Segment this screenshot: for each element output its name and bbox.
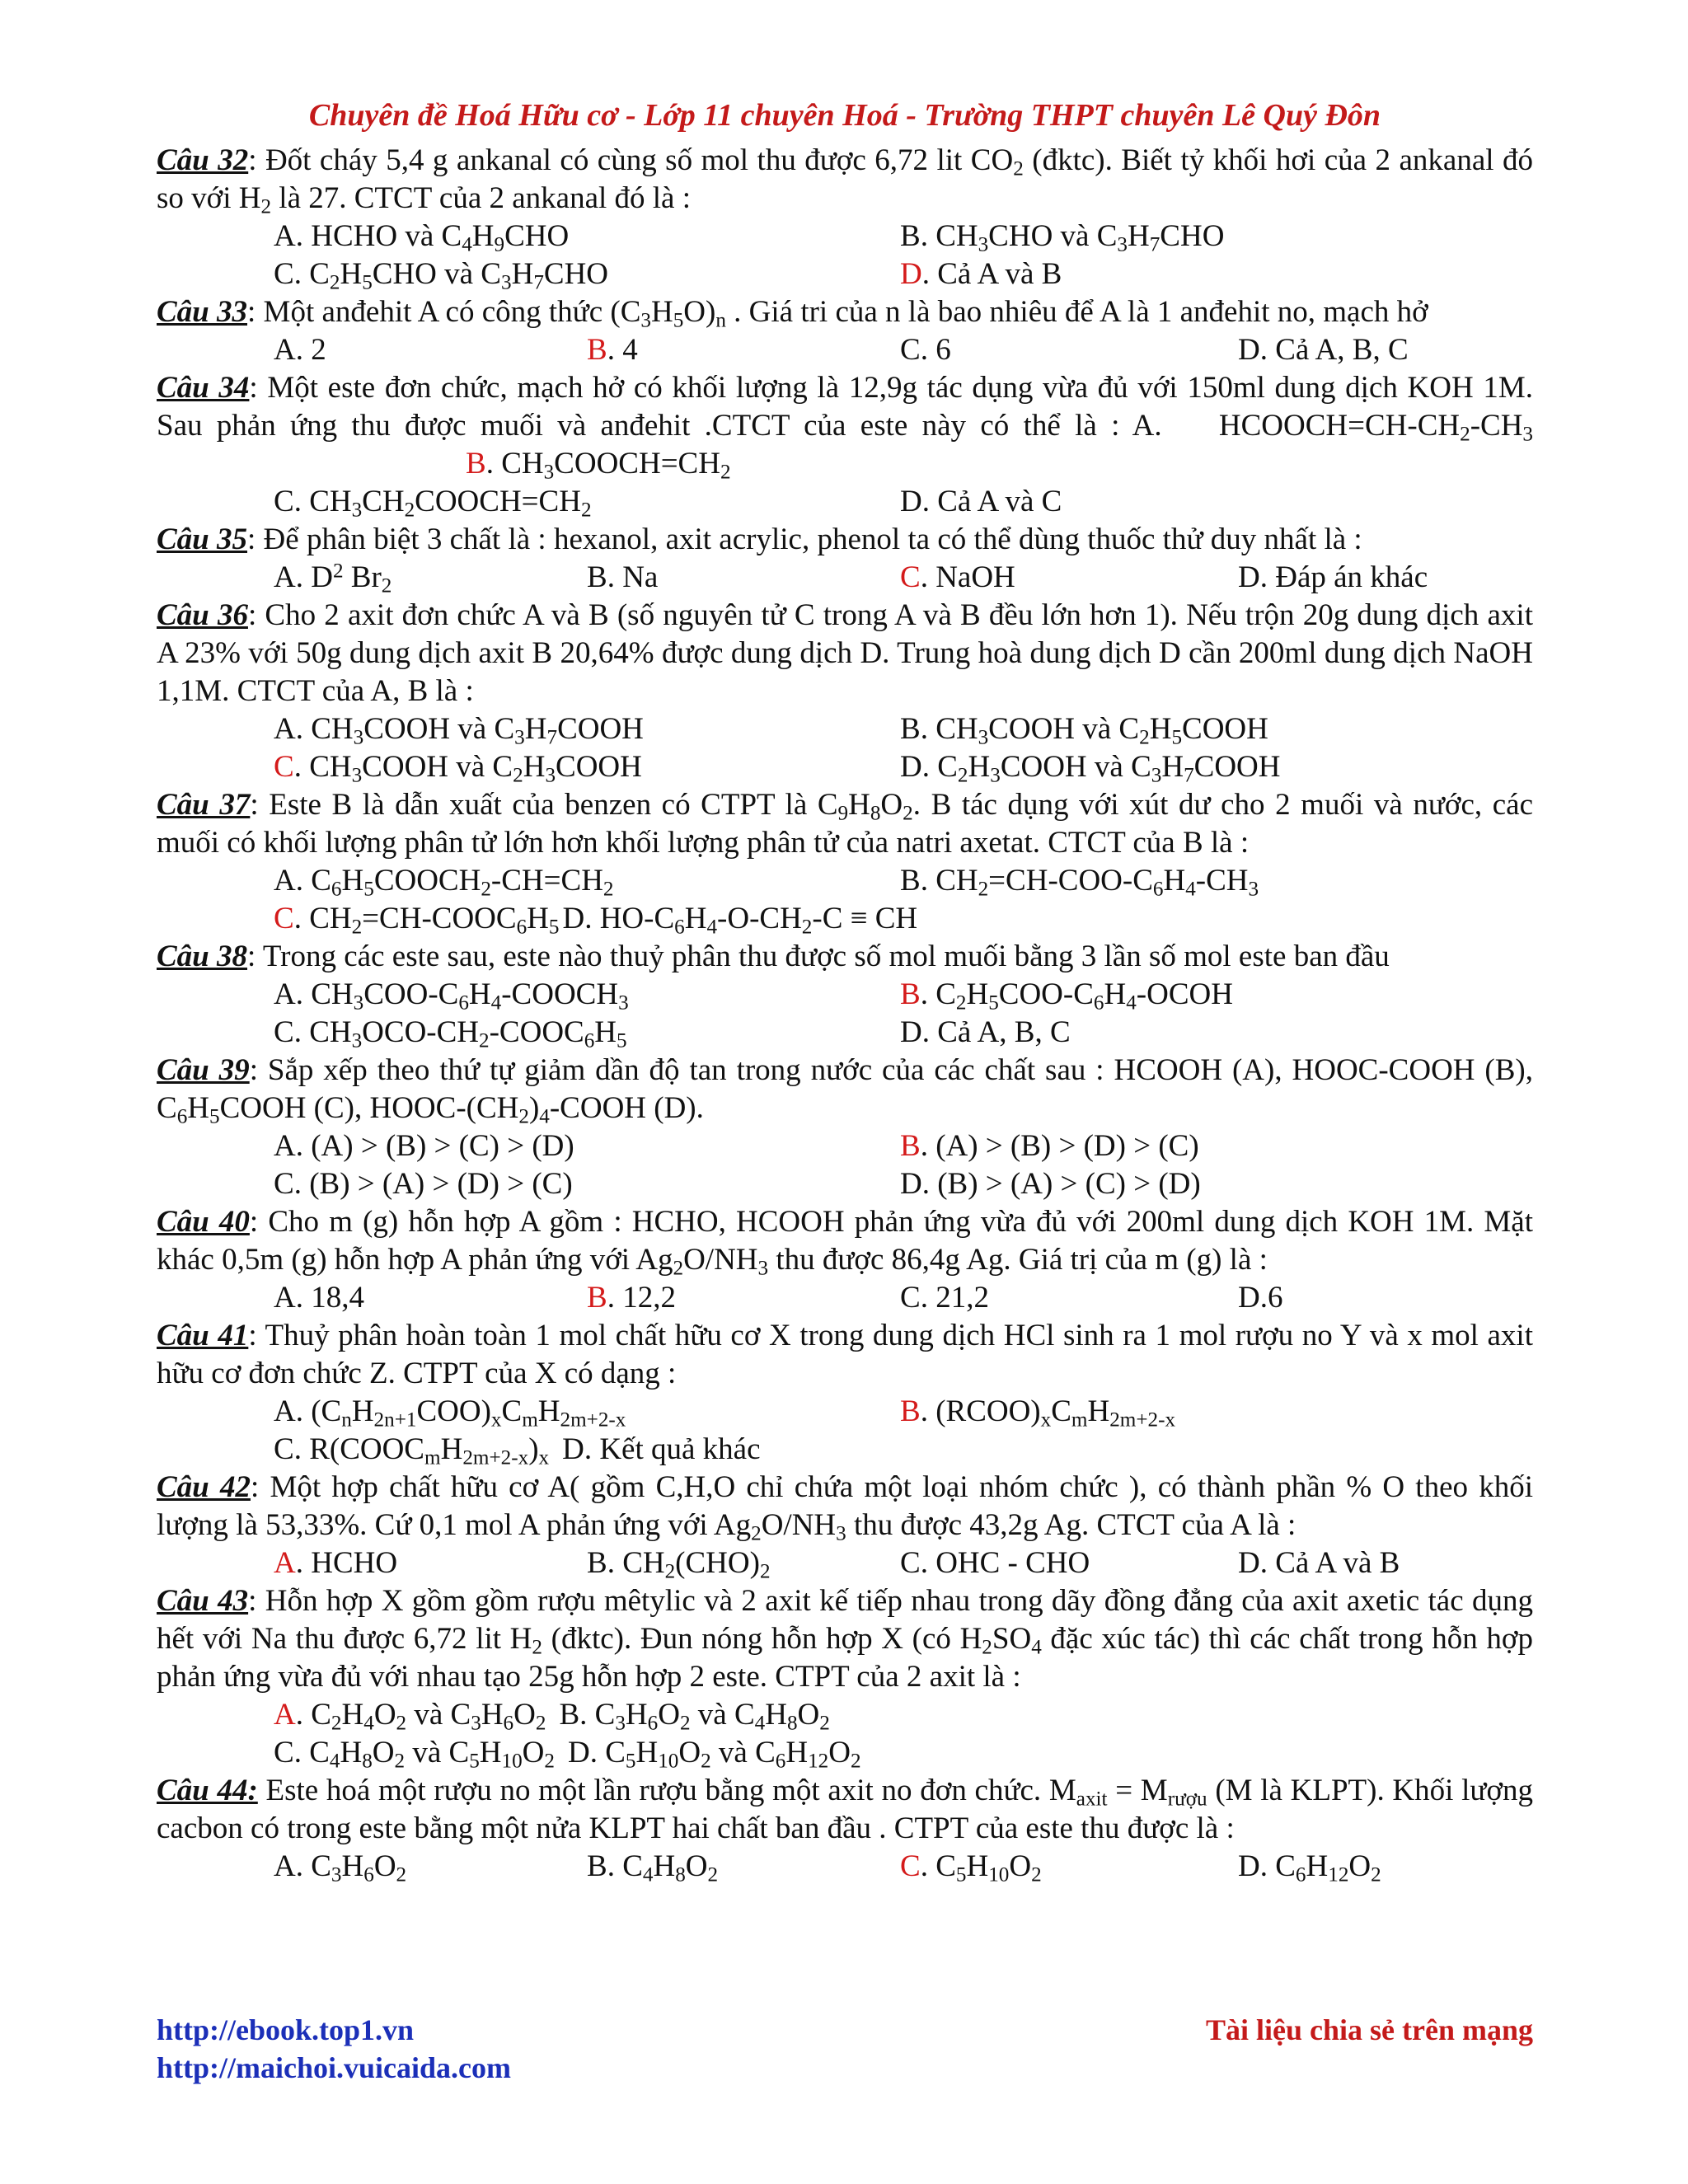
question-35 (157, 521, 1533, 559)
option-letter: A (274, 712, 296, 746)
option-b[interactable] (900, 1393, 1526, 1431)
option-text: . $CH_3COO-C_6H_4-COOCH_3$ (295, 977, 629, 1015)
option-text: . $C_5H_{10}O_2$ và $C_6H_{12}O_2$ (589, 1736, 861, 1773)
option-a[interactable] (274, 1544, 587, 1582)
option-a[interactable] (274, 976, 900, 1014)
option-letter: A (274, 1394, 296, 1428)
option-letter: D (1238, 1281, 1260, 1315)
option-letter: A (274, 219, 296, 253)
option-text: . HCHO (295, 1546, 398, 1580)
option-letter: D (900, 257, 922, 291)
option-letter: A (274, 864, 296, 898)
option-d[interactable] (555, 1734, 861, 1772)
question-44 (157, 1772, 1533, 1848)
question-text: : Một este đơn chức, mạch hở có khối lượng là 12,9g tác dụng vừa đủ với 150ml dung dịch KOH 1M. Sau phản ứng thu được muối và anđehit .CTCT của este này có thể là : A. $HCOOCH=CH-CH_2-CH_3$ (157, 371, 1533, 446)
option-d[interactable] (1238, 1544, 1551, 1582)
option-letter: D (567, 1736, 590, 1769)
option-letter: D (1238, 560, 1260, 594)
question-42 (157, 1469, 1533, 1544)
option-letter: C (274, 750, 294, 784)
option-row (157, 1696, 1533, 1734)
option-letter: D (1238, 1849, 1260, 1883)
question-label: Câu 37 (157, 788, 251, 822)
option-letter: C (274, 1432, 294, 1466)
option-b[interactable] (466, 447, 731, 484)
question-label: Câu 32 (157, 143, 249, 177)
option-row (157, 862, 1533, 900)
question-text: : Este B là dẫn xuất của benzen có CTPT là $C_9H_8O_2$. B tác dụng với xút dư cho 2 muối và nước, các muối có khối lượng phân tử lớn hơn khối lượng phân tử của natri axetat. CTCT của B là : (157, 788, 1533, 860)
option-d[interactable] (1238, 1279, 1551, 1317)
option-letter: B (900, 864, 921, 898)
option-text: . $C_2H_3COOH$ và $C_3H_7COOH$ (921, 750, 1281, 787)
option-text: . $R(COOC_mH_{2m+2-x})_x$ (293, 1432, 550, 1469)
option-row (157, 1848, 1533, 1886)
option-c[interactable] (274, 255, 900, 293)
option-text: . 18,4 (295, 1281, 364, 1315)
question-text: : Cho m (g) hỗn hợp A gồm : HCHO, HCOOH phản ứng vừa đủ với 200ml dung dịch KOH 1M. Mặt khác 0,5m (g) hỗn hợp A phản ứng với $Ag_2O/NH_3$ thu được 86,4g Ag. Giá trị của m (g) là : (157, 1205, 1534, 1280)
footer-note: Tài liệu chia sẻ trên mạng (1206, 2013, 1533, 2046)
question-text: : Thuỷ phân hoàn toàn 1 mol chất hữu cơ X trong dung dịch HCl sinh ra 1 mol rượu no Y và x mol axit hữu cơ đơn chức Z. CTPT của X có dạng : (157, 1319, 1533, 1390)
option-text: . $CH_3CH_2COOCH=CH_2$ (293, 485, 592, 522)
option-letter: D (900, 750, 922, 784)
option-letter: C (274, 1736, 294, 1769)
option-c[interactable] (900, 1544, 1238, 1582)
option-text: .6 (1259, 1281, 1283, 1315)
option-b[interactable] (587, 1544, 900, 1582)
option-b[interactable] (546, 1696, 829, 1734)
option-d[interactable] (900, 255, 1526, 293)
option-letter: B (587, 1281, 607, 1315)
option-b[interactable] (900, 710, 1526, 748)
option-c[interactable] (900, 559, 1238, 597)
option-row (157, 748, 1533, 786)
option-letter: D (900, 1167, 922, 1201)
option-letter: B (587, 333, 607, 367)
option-c[interactable] (274, 1014, 900, 1052)
option-d[interactable] (900, 1014, 1526, 1052)
option-letter: B (900, 219, 921, 253)
option-text: . $CH_3COOH$ và $C_3H_7COOH$ (295, 712, 644, 749)
option-c[interactable] (274, 483, 900, 521)
option-letter: B (900, 1129, 921, 1163)
option-b[interactable] (900, 976, 1526, 1014)
option-letter: A (274, 333, 296, 367)
question-label: Câu 36 (157, 598, 248, 632)
question-label: Câu 41 (157, 1319, 249, 1352)
option-text: . $C_4H_8O_2$ (607, 1849, 719, 1886)
option-text: . Na (607, 560, 659, 594)
option-a[interactable] (274, 1696, 546, 1734)
option-a[interactable] (274, 1848, 587, 1886)
question-text: : Để phân biệt 3 chất là : hexanol, axit acrylic, phenol ta có thể dùng thuốc thử duy nhất là : (247, 523, 1362, 556)
footer-link-maichoi[interactable]: http://maichoi.vuicaida.com (157, 2051, 511, 2084)
question-33 (157, 293, 1533, 331)
option-letter: A (274, 560, 296, 594)
option-row (157, 1279, 1533, 1317)
option-a[interactable] (274, 1279, 587, 1317)
option-row (157, 1431, 1533, 1469)
option-letter: B (587, 1849, 607, 1883)
option-letter: B (587, 1546, 607, 1580)
option-a[interactable] (274, 1393, 900, 1431)
option-text: . Cả A và B (921, 257, 1062, 291)
question-label: Câu 44: (157, 1774, 258, 1807)
option-a[interactable] (274, 218, 900, 255)
question-label: Câu 39 (157, 1053, 250, 1087)
option-letter: C (274, 257, 294, 291)
option-text: . $C_3H_6O_2$ (295, 1849, 407, 1886)
option-row (157, 900, 1533, 938)
option-d[interactable] (900, 483, 1526, 521)
option-b[interactable] (587, 559, 900, 597)
option-row (157, 1014, 1533, 1052)
page-header: Chuyên đề Hoá Hữu cơ - Lớp 11 chuyên Hoá - Trường THPT chuyên Lê Quý Đôn (308, 98, 1381, 133)
option-c[interactable] (274, 900, 559, 938)
option-row (157, 559, 1533, 597)
option-text: . $CH_2=CH-COO-C_6H_4-CH_3$ (920, 864, 1259, 901)
option-text: . Kết quả khác (584, 1432, 761, 1466)
option-letter: B (900, 977, 921, 1011)
option-text: . $(C_nH_{2n+1}COO)_xC_mH_{2m+2-x}$ (295, 1394, 626, 1432)
option-text: . 21,2 (920, 1281, 989, 1315)
option-text: . $C_2H_5COO-C_6H_4$-OCOH (920, 977, 1233, 1015)
option-text: . (B) > (A) > (C) > (D) (921, 1167, 1201, 1201)
option-letter: D (562, 902, 585, 935)
option-b[interactable] (900, 218, 1526, 255)
question-label: Câu 33 (157, 295, 248, 329)
option-letter: C (900, 560, 921, 594)
option-row (157, 976, 1533, 1014)
option-letter: B (900, 712, 921, 746)
option-b[interactable] (587, 1279, 900, 1317)
option-a[interactable] (274, 331, 587, 369)
question-41 (157, 1317, 1533, 1393)
option-text: . $C_5H_{10}O_2$ (920, 1849, 1042, 1886)
option-letter: D (900, 485, 922, 518)
option-text: . 2 (295, 333, 326, 367)
option-letter: C (900, 1281, 921, 1315)
option-text: . $C_2H_4O_2$ và $C_3H_6O_2$ (295, 1698, 546, 1735)
option-row (157, 255, 1533, 293)
option-letter: D (900, 1015, 922, 1049)
option-d[interactable] (1238, 559, 1551, 597)
question-36 (157, 597, 1533, 710)
option-text: . (B) > (A) > (D) > (C) (293, 1167, 573, 1201)
option-letter: C (274, 485, 294, 518)
question-label: Câu 40 (157, 1205, 250, 1239)
option-a[interactable] (274, 862, 900, 900)
option-text: . OHC - CHO (920, 1546, 1090, 1580)
option-text: . Cả A, B, C (921, 1015, 1071, 1049)
option-d[interactable] (559, 900, 917, 938)
option-b[interactable] (900, 1127, 1526, 1165)
option-text: . $CH_2=CH-COOC_6H_5$ (293, 902, 560, 939)
question-text: : Cho 2 axit đơn chức A và B (số nguyên tử C trong A và B đều lớn hơn 1). Nếu trộn 20g dung dịch axit A 23% với 50g dung dịch axit B 20,64% được dung dịch D. Trung hoà dung dịch D cần 200ml dung dịch NaOH 1,1M. CTCT của A, B là : (157, 598, 1533, 708)
question-label: Câu 42 (157, 1470, 251, 1504)
option-text: . (A) > (B) > (C) > (D) (295, 1129, 574, 1163)
option-text: . NaOH (920, 560, 1015, 594)
option-c[interactable] (274, 1734, 555, 1772)
question-40 (157, 1203, 1533, 1279)
option-c[interactable] (274, 1165, 900, 1203)
question-text: : Một hợp chất hữu cơ A( gồm C,H,O chỉ chứa một loại nhóm chức ), có thành phần % O theo khối lượng là 53,33%. Cứ 0,1 mol A phản ứng với $Ag_2O/NH_3$ thu được 43,2g Ag. CTCT của A là : (157, 1470, 1533, 1545)
option-row (157, 1165, 1533, 1203)
option-letter: B (900, 1394, 921, 1428)
option-letter: D (1238, 333, 1260, 367)
question-text: : Sắp xếp theo thứ tự giảm dần độ tan trong nước của các chất sau : HCOOH (A), HOOC-COOH (B), $C_6H_5COOH$ (C), HOOC-$(CH_2)_4$-COOH (D). (157, 1053, 1533, 1128)
option-letter: C (274, 1015, 294, 1049)
option-letter: B (587, 560, 607, 594)
option-row (157, 1734, 1533, 1772)
option-c[interactable] (900, 331, 1238, 369)
question-text: : Hỗn hợp X gồm gồm rượu mêtylic và 2 axit kế tiếp nhau trong dãy đồng đẳng của axit axetic tác dụng hết với Na thu được 6,72 lit $H_2$ (đktc). Đun nóng hỗn hợp X (có $H_2SO_4$ đặc xúc tác) thì các chất trong hỗn hợp phản ứng vừa đủ với nhau tạo 25g hỗn hợp 2 este. CTPT của 2 axit là : (157, 1584, 1533, 1694)
option-text: . 6 (920, 333, 951, 367)
option-text: . $(RCOO)_xC_mH_{2m+2-x}$ (920, 1394, 1176, 1432)
option-letter: C (900, 1546, 921, 1580)
question-37 (157, 786, 1533, 862)
option-d[interactable] (549, 1431, 760, 1469)
option-text: . $C_4H_8O_2$ và $C_5H_{10}O_2$ (293, 1736, 555, 1773)
option-letter: A (274, 1129, 296, 1163)
option-text: . $D^2$ $Br_2$ (295, 560, 392, 598)
option-letter: C (274, 902, 294, 935)
question-39 (157, 1052, 1533, 1127)
option-row (157, 1393, 1533, 1431)
option-text: . Cả A và C (921, 485, 1062, 518)
question-32 (157, 142, 1533, 218)
option-b[interactable] (587, 1848, 900, 1886)
option-a[interactable] (274, 1127, 900, 1165)
option-letter: B (466, 447, 486, 480)
question-text: : Một anđehit A có công thức $(C_3H_5O)_n$ . Giá tri của n là bao nhiêu để A là 1 anđehit no, mạch hở (247, 295, 1428, 332)
option-text: . $C_3H_6O_2$ và $C_4H_8O_2$ (579, 1698, 830, 1735)
question-label: Câu 38 (157, 940, 248, 973)
option-letter: D (562, 1432, 584, 1466)
page-content (157, 97, 1533, 1886)
option-letter: D (1238, 1546, 1260, 1580)
option-letter: A (274, 1698, 296, 1732)
question-text: : Đốt cháy 5,4 g ankanal có cùng số mol thu được 6,72 lit $CO_2$ (đktc). Biết tỷ khối hơi của 2 ankanal đó so với $H_2$ là 27. CTCT của 2 ankanal đó là : (157, 143, 1533, 218)
option-d[interactable] (1238, 331, 1551, 369)
option-c[interactable] (900, 1279, 1238, 1317)
option-text: . $C_6H_5COOCH_2-CH=CH_2$ (295, 864, 614, 901)
option-text: . 12,2 (607, 1281, 676, 1315)
option-d[interactable] (1238, 1848, 1551, 1886)
option-row (157, 331, 1533, 369)
option-c[interactable] (900, 1848, 1238, 1886)
option-letter: A (274, 977, 296, 1011)
question-label: Câu 35 (157, 523, 248, 556)
option-letter: C (900, 333, 921, 367)
option-a[interactable] (274, 559, 587, 597)
option-text: . $C_2H_5CHO$ và $C_3H_7CHO$ (293, 257, 609, 294)
option-letter: C (274, 1167, 294, 1201)
option-d[interactable] (900, 1165, 1526, 1203)
option-letter: B (559, 1698, 580, 1732)
option-text: . $CH_2(CHO)_2$ (607, 1546, 771, 1583)
option-c[interactable] (274, 1431, 549, 1469)
option-letter: A (274, 1849, 296, 1883)
footer-link-ebook[interactable]: http://ebook.top1.vn (157, 2013, 415, 2046)
option-row (157, 1127, 1533, 1165)
question-34 (157, 369, 1533, 483)
option-letter: A (274, 1281, 296, 1315)
option-text: . 4 (607, 333, 638, 367)
option-text: . HCHO và $C_4H_9CHO$ (295, 219, 570, 256)
question-text: Este hoá một rượu no một lần rượu bằng một axit no đơn chức. $M_{axit} = M_{rượu}$ (M là KLPT). Khối lượng cacbon có trong este bằng một nửa KLPT hai chất ban đầu . CTPT của este thu được là : (157, 1774, 1534, 1845)
option-text: . Cả A, B, C (1259, 333, 1409, 367)
option-letter: C (900, 1849, 921, 1883)
option-text: . $C_6H_{12}O_2$ (1259, 1849, 1381, 1886)
option-text: . $HO-C_6H_4-O-CH_2-C$ ≡ CH (584, 902, 918, 939)
option-b[interactable] (900, 862, 1526, 900)
option-d[interactable] (900, 748, 1526, 786)
question-43 (157, 1582, 1533, 1696)
option-row (157, 483, 1533, 521)
option-text: . $CH_3COOH$ và $C_2H_3COOH$ (293, 750, 642, 787)
option-text: . Cả A và B (1259, 1546, 1400, 1580)
question-38 (157, 938, 1533, 976)
option-text: . Đáp án khác (1259, 560, 1428, 594)
option-text: . $CH_3CHO$ và $C_3H_7CHO$ (920, 219, 1225, 256)
option-a[interactable] (274, 710, 900, 748)
option-row (157, 218, 1533, 255)
option-text: . $CH_3OCO-CH_2-COOC_6H_5$ (293, 1015, 627, 1052)
page-footer (157, 2011, 1533, 2087)
option-b[interactable] (587, 331, 900, 369)
question-label: Câu 43 (157, 1584, 249, 1618)
option-text: . $CH_3COOCH=CH_2$ (485, 447, 731, 484)
option-text: . $CH_3COOH$ và $C_2H_5COOH$ (920, 712, 1268, 749)
option-letter: A (274, 1546, 296, 1580)
question-label: Câu 34 (157, 371, 250, 405)
option-c[interactable] (274, 748, 900, 786)
option-row (157, 710, 1533, 748)
option-text: . (A) > (B) > (D) > (C) (920, 1129, 1199, 1163)
question-text: : Trong các este sau, este nào thuỷ phân thu được số mol muối bằng 3 lần số mol este ban đầu (247, 940, 1390, 973)
option-row (157, 1544, 1533, 1582)
